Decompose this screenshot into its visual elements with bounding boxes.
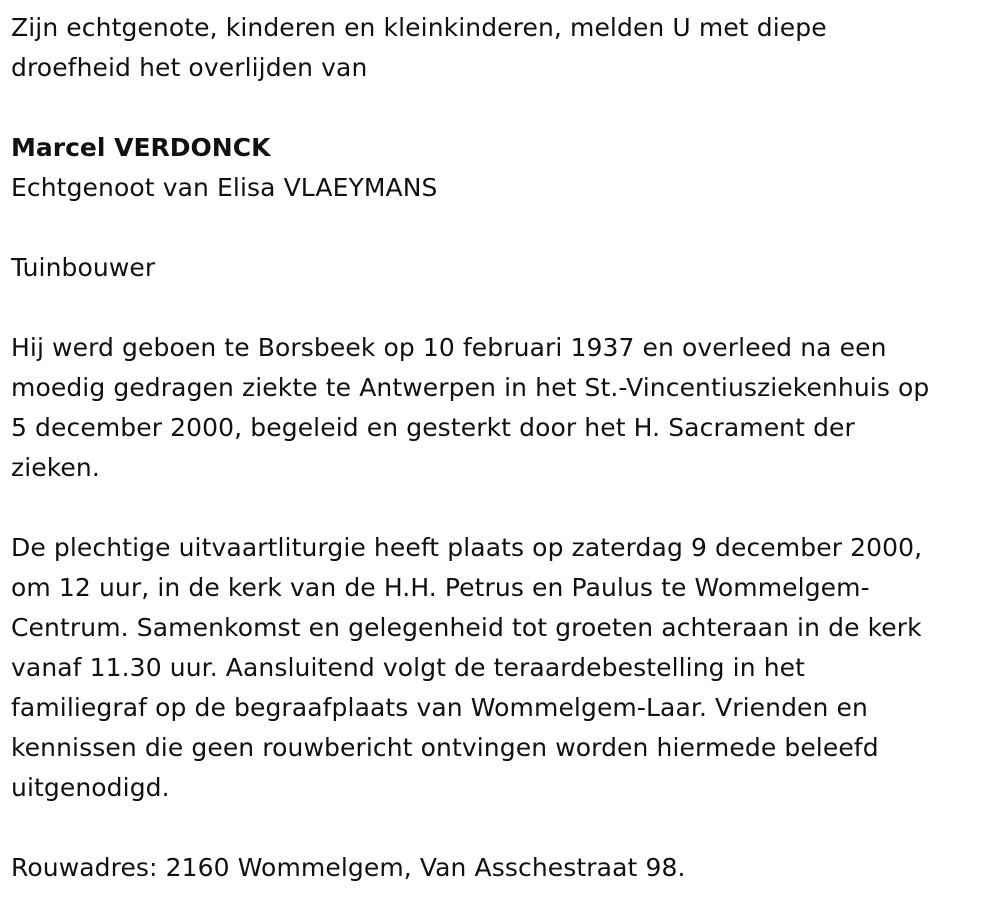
funeral-line: kennissen die geen rouwbericht ontvingen worden hiermede beleefd [11, 733, 879, 762]
deceased-name: Marcel VERDONCK [11, 133, 271, 162]
funeral-line: uitgenodigd. [11, 773, 170, 802]
spacer [11, 288, 1000, 328]
spacer [11, 488, 1000, 528]
birth-death-paragraph [11, 328, 1000, 488]
birth-death-line: 5 december 2000, begeleid en gesterkt door het H. Sacrament der [11, 413, 855, 442]
spacer [11, 808, 1000, 848]
profession-line: Tuinbouwer [11, 253, 156, 282]
birth-death-line: moedig gedragen ziekte te Antwerpen in het St.-Vincentiusziekenhuis op [11, 373, 930, 402]
spouse-line: Echtgenoot van Elisa VLAEYMANS [11, 173, 438, 202]
birth-death-line: zieken. [11, 453, 100, 482]
funeral-line: vanaf 11.30 uur. Aansluitend volgt de teraardebestelling in het [11, 653, 806, 682]
spacer [11, 88, 1000, 128]
intro-paragraph [11, 8, 1000, 88]
funeral-line: De plechtige uitvaartliturgie heeft plaats op zaterdag 9 december 2000, [11, 533, 923, 562]
spacer [11, 208, 1000, 248]
funeral-line: familiegraf op de begraafplaats van Wommelgem-Laar. Vrienden en [11, 693, 868, 722]
mourning-address: Rouwadres: 2160 Wommelgem, Van Asschestraat 98. [11, 853, 686, 882]
intro-line: Zijn echtgenote, kinderen en kleinkinderen, melden U met diepe [11, 13, 827, 42]
birth-death-line: Hij werd geboen te Borsbeek op 10 februari 1937 en overleed na een [11, 333, 887, 362]
funeral-line: om 12 uur, in de kerk van de H.H. Petrus en Paulus te Wommelgem- [11, 573, 870, 602]
funeral-line: Centrum. Samenkomst en gelegenheid tot groeten achteraan in de kerk [11, 613, 922, 642]
intro-line: droefheid het overlijden van [11, 53, 368, 82]
funeral-paragraph [11, 528, 1000, 808]
